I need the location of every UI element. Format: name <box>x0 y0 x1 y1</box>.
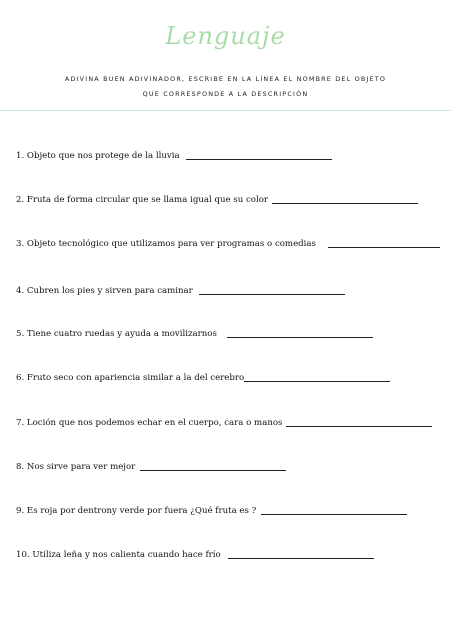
answer-line[interactable] <box>244 381 390 382</box>
answer-line[interactable] <box>328 247 440 248</box>
question-3 <box>16 238 440 250</box>
question-text: 2. Fruta de forma circular que se llama igual que su color <box>16 195 269 205</box>
question-8 <box>16 461 286 473</box>
instructions-line-1: ADIVINA BUEN ADIVINADOR, ESCRIBE EN LA LÍNEA EL NOMBRE DEL OBJETO <box>64 75 387 83</box>
question-text: 3. Objeto tecnológico que utilizamos para ver programas o comedias <box>16 239 316 249</box>
question-text: 10. Utiliza leña y nos calienta cuando hace frío <box>16 550 221 560</box>
question-6 <box>16 372 390 384</box>
question-text: 7. Loción que nos podemos echar en el cuerpo, cara o manos <box>16 418 283 428</box>
question-1 <box>16 150 332 162</box>
question-5 <box>16 328 373 340</box>
question-text: 9. Es roja por dentrony verde por fuera ¿Qué fruta es ? <box>16 506 257 516</box>
question-9 <box>16 505 407 517</box>
answer-line[interactable] <box>272 203 418 204</box>
instructions <box>0 72 451 102</box>
question-4 <box>16 285 345 297</box>
question-2 <box>16 194 418 206</box>
question-text: 5. Tiene cuatro ruedas y ayuda a movilizarnos <box>16 329 217 339</box>
answer-line[interactable] <box>186 159 332 160</box>
question-text: 1. Objeto que nos protege de la lluvia <box>16 151 180 161</box>
question-10 <box>16 549 374 561</box>
answer-line[interactable] <box>228 558 374 559</box>
answer-line[interactable] <box>261 514 407 515</box>
answer-line[interactable] <box>286 426 432 427</box>
question-text: 8. Nos sirve para ver mejor <box>16 462 136 472</box>
header-divider <box>0 110 451 111</box>
answer-line[interactable] <box>140 470 286 471</box>
answer-line[interactable] <box>227 337 373 338</box>
page-title: Lenguaje <box>165 22 286 50</box>
question-text: 4. Cubren los pies y sirven para caminar <box>16 286 193 296</box>
answer-line[interactable] <box>199 294 345 295</box>
instructions-line-2: QUE CORRESPONDE A LA DESCRIPCIÓN <box>142 90 309 98</box>
question-text: 6. Fruto seco con apariencia similar a la del cerebro <box>16 373 245 383</box>
question-7 <box>16 417 432 429</box>
